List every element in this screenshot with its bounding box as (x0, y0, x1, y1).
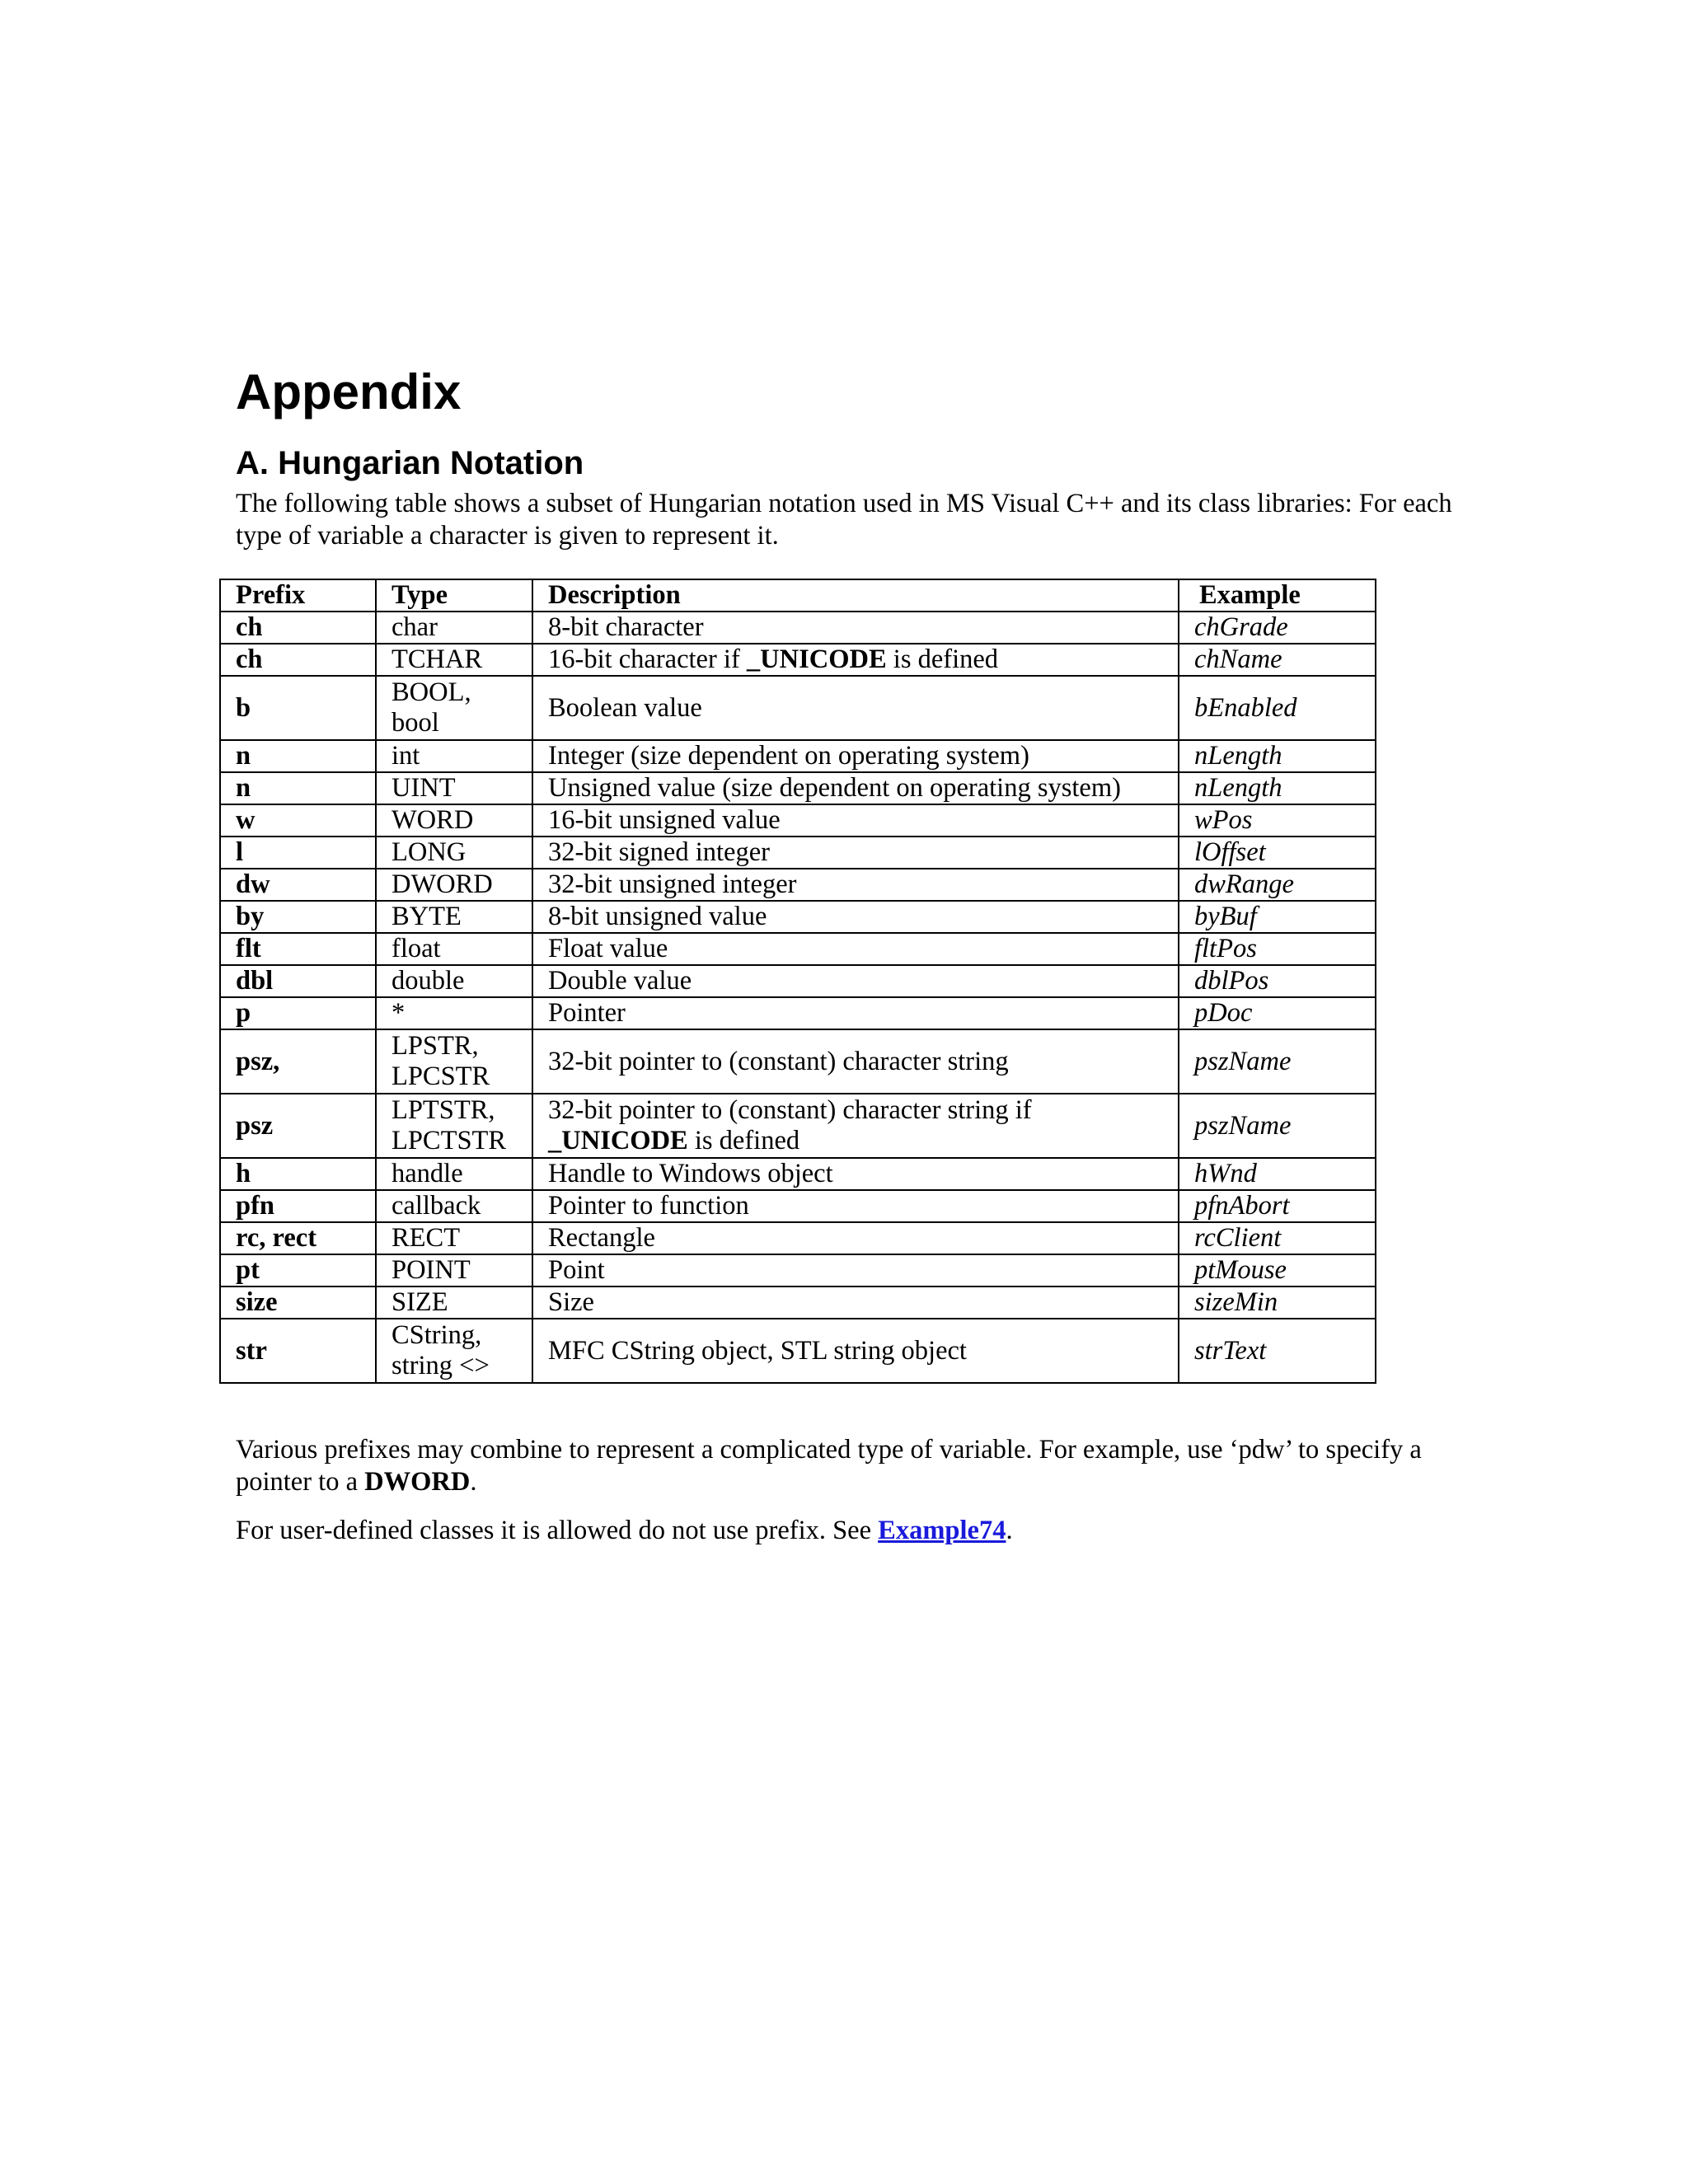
type-line: LPSTR, (392, 1031, 479, 1061)
prefix-cell: flt (220, 933, 376, 965)
example-cell: byBuf (1179, 901, 1376, 933)
example-cell: hWnd (1179, 1158, 1376, 1190)
table-row (220, 965, 1376, 997)
prefix-cell: ch (220, 612, 376, 644)
prefix-cell: str (220, 1319, 376, 1383)
type-cell: TCHAR (376, 644, 532, 676)
prefix-cell: dbl (220, 965, 376, 997)
description-cell: Double value (532, 965, 1179, 997)
paragraph-text: Various prefixes may combine to represent a complicated type of variable. For example, use ‘pdw’ to specify a pointer to a (236, 1435, 1422, 1497)
type-line: LPCTSTR (392, 1126, 507, 1155)
description-cell: 8-bit unsigned value (532, 901, 1179, 933)
user-classes-paragraph (236, 1515, 1472, 1547)
type-line: bool (392, 708, 439, 738)
type-cell: callback (376, 1190, 532, 1222)
table-row (220, 676, 1376, 740)
prefix-cell: n (220, 772, 376, 804)
table-row (220, 612, 1376, 644)
type-cell: DWORD (376, 869, 532, 901)
description-text: is defined (687, 1126, 800, 1155)
example-cell: bEnabled (1179, 676, 1376, 740)
description-text: 16-bit character if (548, 644, 747, 674)
example-cell: dwRange (1179, 869, 1376, 901)
example-cell: pszName (1179, 1029, 1376, 1094)
description-cell: Size (532, 1286, 1179, 1319)
type-cell: RECT (376, 1222, 532, 1254)
table-row (220, 1190, 1376, 1222)
type-cell (376, 676, 532, 740)
prefix-cell: pt (220, 1254, 376, 1286)
example74-link[interactable]: Example74 (878, 1516, 1006, 1545)
prefix-cell: b (220, 676, 376, 740)
prefix-cell: by (220, 901, 376, 933)
table-row (220, 1254, 1376, 1286)
table-row (220, 997, 1376, 1029)
type-cell: WORD (376, 804, 532, 837)
type-line: LPTSTR, (392, 1095, 495, 1125)
type-line: LPCSTR (392, 1062, 490, 1091)
unicode-keyword: _UNICODE (548, 1126, 688, 1155)
description-cell: 32-bit pointer to (constant) character string (532, 1029, 1179, 1094)
example-cell: ptMouse (1179, 1254, 1376, 1286)
table-row (220, 1029, 1376, 1094)
table-header-row (220, 579, 1376, 612)
type-cell (376, 1094, 532, 1158)
prefix-cell: rc, rect (220, 1222, 376, 1254)
type-cell: float (376, 933, 532, 965)
example-cell: lOffset (1179, 837, 1376, 869)
header-type: Type (376, 579, 532, 612)
example-cell: nLength (1179, 772, 1376, 804)
table-row (220, 1222, 1376, 1254)
page-content (236, 363, 1472, 1545)
prefix-cell: p (220, 997, 376, 1029)
paragraph-text: For user-defined classes it is allowed do not use prefix. See (236, 1516, 879, 1545)
type-cell: * (376, 997, 532, 1029)
example-cell: sizeMin (1179, 1286, 1376, 1319)
description-cell (532, 1094, 1179, 1158)
type-cell: POINT (376, 1254, 532, 1286)
table-row (220, 837, 1376, 869)
description-cell: Unsigned value (size dependent on operating system) (532, 772, 1179, 804)
table-row (220, 1319, 1376, 1383)
table-row (220, 933, 1376, 965)
type-cell: BYTE (376, 901, 532, 933)
header-example: Example (1179, 579, 1376, 612)
description-cell: Float value (532, 933, 1179, 965)
description-cell: Boolean value (532, 676, 1179, 740)
type-line: BOOL, (392, 677, 471, 707)
table-row (220, 772, 1376, 804)
prefix-cell: n (220, 740, 376, 772)
description-cell: 32-bit signed integer (532, 837, 1179, 869)
hungarian-notation-table (219, 579, 1376, 1384)
example-cell: pfnAbort (1179, 1190, 1376, 1222)
prefix-cell: l (220, 837, 376, 869)
type-cell: LONG (376, 837, 532, 869)
description-cell: Rectangle (532, 1222, 1179, 1254)
example-cell: pszName (1179, 1094, 1376, 1158)
section-title: A. Hungarian Notation (236, 445, 584, 481)
prefix-cell: psz (220, 1094, 376, 1158)
paragraph-text: . (1006, 1516, 1013, 1545)
type-cell: handle (376, 1158, 532, 1190)
description-text: 32-bit pointer to (constant) character string if (548, 1095, 1032, 1125)
unicode-keyword: _UNICODE (746, 644, 887, 674)
closing-notes (236, 1434, 1472, 1563)
type-cell: UINT (376, 772, 532, 804)
type-line: string <> (392, 1351, 490, 1380)
type-line: CString, (392, 1320, 482, 1350)
description-cell: Integer (size dependent on operating system) (532, 740, 1179, 772)
description-cell: 8-bit character (532, 612, 1179, 644)
intro-paragraph: The following table shows a subset of Hungarian notation used in MS Visual C++ and its class libraries: For each type of variable a character is given to represent it. (236, 489, 1452, 551)
dword-keyword: DWORD (364, 1467, 471, 1497)
table-row (220, 869, 1376, 901)
example-cell: rcClient (1179, 1222, 1376, 1254)
description-cell: Pointer to function (532, 1190, 1179, 1222)
example-cell: fltPos (1179, 933, 1376, 965)
table-row (220, 804, 1376, 837)
table-row (220, 1094, 1376, 1158)
description-text: is defined (886, 644, 999, 674)
example-cell: strText (1179, 1319, 1376, 1383)
prefix-cell: h (220, 1158, 376, 1190)
example-cell: nLength (1179, 740, 1376, 772)
prefix-cell: pfn (220, 1190, 376, 1222)
description-cell: MFC CString object, STL string object (532, 1319, 1179, 1383)
description-cell: Handle to Windows object (532, 1158, 1179, 1190)
table-row (220, 1286, 1376, 1319)
prefix-cell: ch (220, 644, 376, 676)
description-cell (532, 644, 1179, 676)
description-cell: Point (532, 1254, 1179, 1286)
table-row (220, 1158, 1376, 1190)
table-row (220, 740, 1376, 772)
prefix-cell: psz, (220, 1029, 376, 1094)
paragraph-text: . (470, 1467, 477, 1497)
type-cell (376, 1319, 532, 1383)
type-cell: char (376, 612, 532, 644)
prefix-cell: w (220, 804, 376, 837)
example-cell: dblPos (1179, 965, 1376, 997)
header-description: Description (532, 579, 1179, 612)
type-cell: SIZE (376, 1286, 532, 1319)
page-title: Appendix (236, 364, 462, 419)
description-cell: 16-bit unsigned value (532, 804, 1179, 837)
table-row (220, 644, 1376, 676)
description-cell: Pointer (532, 997, 1179, 1029)
type-cell: int (376, 740, 532, 772)
example-cell: chGrade (1179, 612, 1376, 644)
prefix-cell: size (220, 1286, 376, 1319)
combine-prefixes-paragraph (236, 1434, 1472, 1498)
example-cell: pDoc (1179, 997, 1376, 1029)
type-cell: double (376, 965, 532, 997)
header-prefix: Prefix (220, 579, 376, 612)
type-cell (376, 1029, 532, 1094)
table-row (220, 901, 1376, 933)
example-cell: wPos (1179, 804, 1376, 837)
description-cell: 32-bit unsigned integer (532, 869, 1179, 901)
prefix-cell: dw (220, 869, 376, 901)
example-cell: chName (1179, 644, 1376, 676)
